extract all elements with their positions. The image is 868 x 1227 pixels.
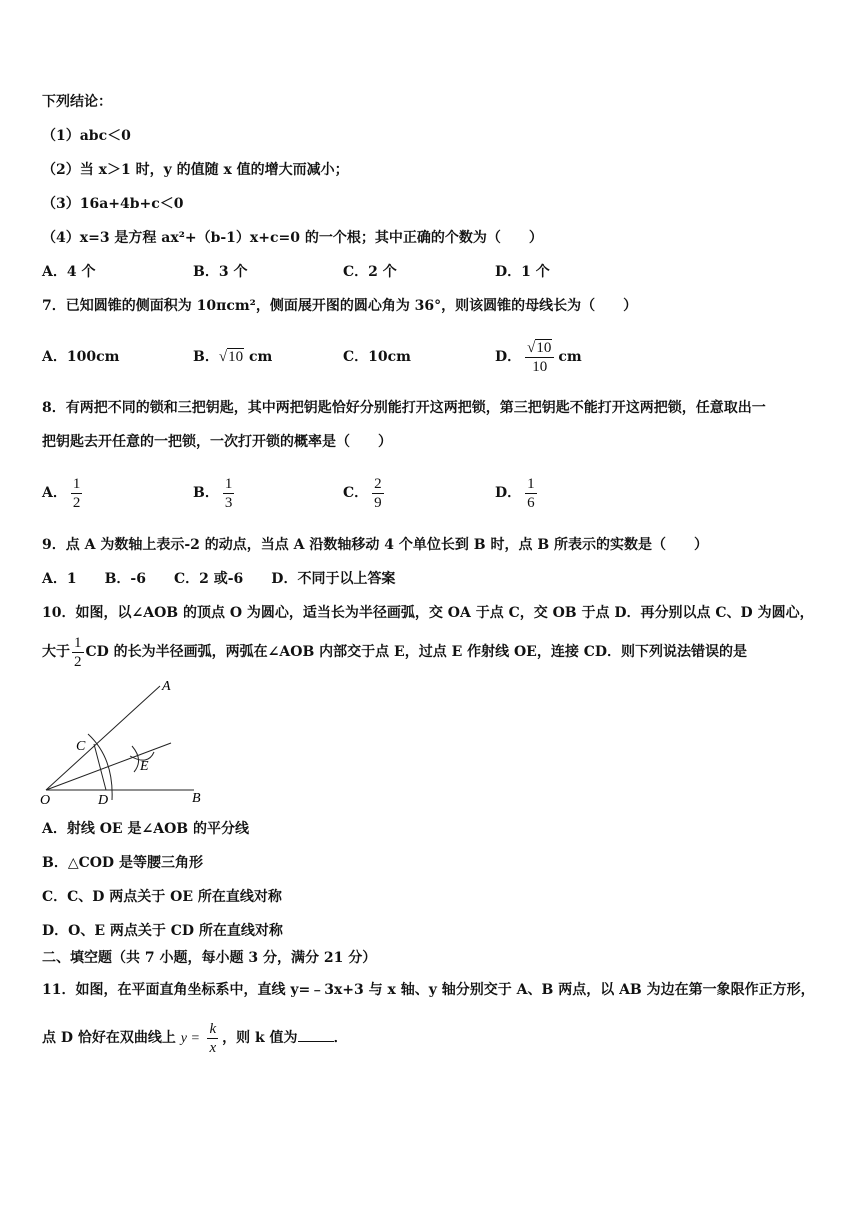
q11-line2-post: ，则 k 值为 <box>222 1030 298 1046</box>
q7-b-label: B． <box>193 349 219 365</box>
fraction-denominator: 2 <box>72 494 81 511</box>
q11-line2-pre: 点 D 恰好在双曲线上 <box>42 1030 181 1046</box>
option-label: D． <box>495 485 522 501</box>
q8-option-c <box>343 473 388 513</box>
radicand: 10 <box>536 339 552 356</box>
fraction-numerator: 1 <box>224 475 233 492</box>
q7-d-label: D． <box>495 349 522 365</box>
q7-d-unit: cm <box>558 349 582 365</box>
q6-option-a: A．4 个 <box>42 264 96 280</box>
q10-line2-pre: 大于 <box>42 644 70 660</box>
var-y: y <box>180 1031 187 1046</box>
label-o: O <box>40 793 51 808</box>
q8-line2: 把钥匙去开任意的一把锁，一次打开锁的概率是（ ） <box>42 434 392 450</box>
q6-option-c: C．2 个 <box>343 264 397 280</box>
fraction-numerator <box>525 339 554 358</box>
q7-option-b <box>193 347 272 367</box>
section-heading: 二、填空题（共 7 小题，每小题 3 分，满分 21 分） <box>42 950 377 966</box>
label-a: A <box>162 679 171 694</box>
q11-line2 <box>42 1018 348 1059</box>
fraction <box>525 475 537 512</box>
q7-option-d <box>495 337 582 377</box>
label-b: B <box>192 791 201 806</box>
segment-cd <box>94 744 106 790</box>
q7-b-unit: cm <box>248 349 273 365</box>
conclusion-1: （1）abc＜0 <box>42 128 131 144</box>
ray-oa <box>46 686 160 790</box>
q8-option-d <box>495 473 541 513</box>
q10-line2-post: CD 的长为半径画弧，两弧在∠AOB 内部交于点 E，过点 E 作射线 OE，连接 CD．则下列说法错误的是 <box>85 644 748 660</box>
label-e: E <box>140 759 149 774</box>
option-label: A． <box>42 485 67 501</box>
sqrt-expression: √10 <box>527 339 552 356</box>
q6-option-d: D．1 个 <box>495 264 550 280</box>
fraction <box>372 475 384 512</box>
fraction-numerator: 1 <box>74 634 82 651</box>
option-label: B． <box>193 485 219 501</box>
q10-option-d: D．O、E 两点关于 CD 所在直线对称 <box>42 923 283 939</box>
q6-option-b: B．3 个 <box>193 264 248 280</box>
intro-text: 下列结论： <box>42 94 112 110</box>
fraction-numerator: k <box>209 1020 217 1037</box>
q8-option-b <box>193 473 238 513</box>
q10-option-a: A．射线 OE 是∠AOB 的平分线 <box>42 821 249 837</box>
fraction <box>207 1020 218 1057</box>
conclusion-2: （2）当 x＞1 时，y 的值随 x 值的增大而减小； <box>42 162 349 178</box>
fraction-denominator: 9 <box>374 494 382 511</box>
equals: = <box>186 1031 204 1046</box>
q9-stem: 9．点 A 为数轴上表示-2 的动点，当点 A 沿数轴移动 4 个单位长到 B 时，点 B 所表示的实数是（ ） <box>42 537 709 553</box>
radicand: 10 <box>228 349 244 365</box>
answer-blank <box>298 1027 334 1042</box>
q8-line1: 8．有两把不同的锁和三把钥匙，其中两把钥匙恰好分别能打开这两把锁，第三把钥匙不能打开这两把锁，任意取出一 <box>42 400 766 416</box>
q7-option-a: A．100cm <box>42 349 120 365</box>
q7-option-c: C．10cm <box>343 349 411 365</box>
q9-options: A．1 B．-6 C．2 或-6 D．不同于以上答案 <box>42 571 396 587</box>
fraction <box>223 475 235 512</box>
q8-option-a <box>42 473 86 513</box>
q7-stem: 7．已知圆锥的侧面积为 10πcm²，侧面展开图的圆心角为 36°，则该圆锥的母线长为（ ） <box>42 298 638 314</box>
fraction-denominator: 6 <box>527 494 535 511</box>
sqrt-expression: √10 <box>218 349 244 365</box>
fraction-denominator: 10 <box>532 358 548 375</box>
fraction-denominator: x <box>209 1039 217 1056</box>
label-c: C <box>76 739 86 754</box>
q11-end: ． <box>333 1030 348 1046</box>
fraction <box>72 634 84 671</box>
q11-line1: 11．如图，在平面直角坐标系中，直线 y=﹣3x+3 与 x 轴、y 轴分别交于 A、B 两点，以 AB 为边在第一象限作正方形， <box>42 982 815 998</box>
fraction-denominator: 2 <box>74 653 82 670</box>
fraction-numerator: 2 <box>374 475 382 492</box>
fraction-denominator: 3 <box>224 494 233 511</box>
conclusion-3: （3）16a+4b+c＜0 <box>42 196 184 212</box>
q10-option-c: C．C、D 两点关于 OE 所在直线对称 <box>42 889 282 905</box>
label-d: D <box>98 793 109 808</box>
fraction <box>525 339 554 376</box>
conclusion-4: （4）x=3 是方程 ax²+（b-1）x+c=0 的一个根；其中正确的个数为（ ） <box>42 230 543 246</box>
q10-line2 <box>42 632 747 672</box>
fraction-numerator: 1 <box>527 475 535 492</box>
q10-option-b: B．△COD 是等腰三角形 <box>42 855 203 871</box>
q10-line1: 10．如图，以∠AOB 的顶点 O 为圆心，适当长为半径画弧，交 OA 于点 C，交 OB 于点 D．再分别以点 C、D 为圆心， <box>42 605 814 621</box>
fraction-numerator: 1 <box>72 475 81 492</box>
option-label: C． <box>343 485 369 501</box>
fraction <box>71 475 83 512</box>
angle-bisector-figure <box>36 676 216 810</box>
